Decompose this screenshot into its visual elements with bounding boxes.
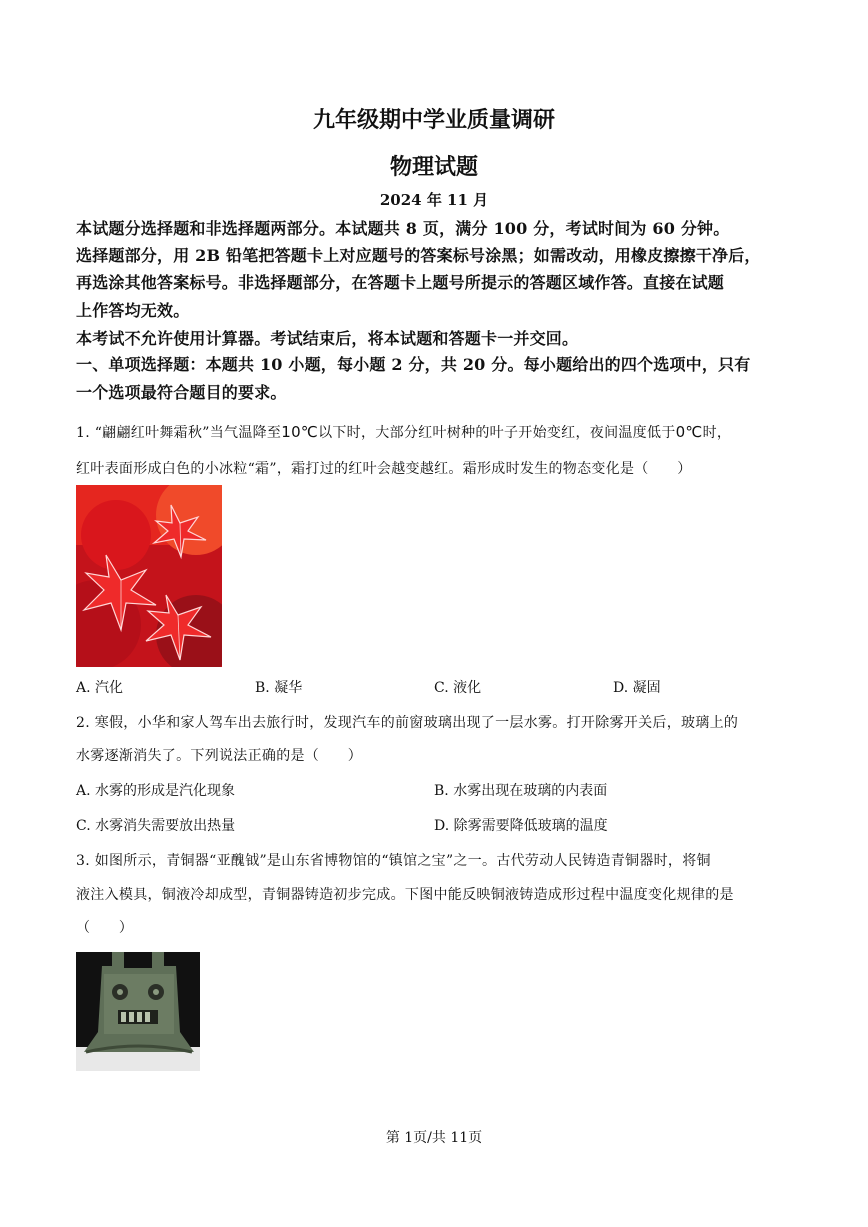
section-heading: 一、单项选择题：本题共 10 小题，每小题 2 分，共 20 分。每小题给出的四个选项中，只有 [76, 355, 751, 374]
exam-subject: 物理试题 [389, 154, 478, 180]
red-maple-leaves-image [76, 485, 222, 667]
instruction-line: 本试题分选择题和非选择题两部分。本试题共 8 页，满分 100 分，考试时间为 60 分钟。 [76, 219, 730, 238]
question-3-line-1: 3. 如图所示，青铜器“亚醜钺”是山东省博物馆的“镇馆之宝”之一。古代劳动人民铸造青铜器时，将铜 [76, 853, 711, 869]
q1-text: 时， [702, 425, 732, 441]
q1-option-a: A. 汽化 [76, 680, 124, 696]
q1-option-b: B. 凝华 [255, 680, 303, 696]
q2-option-a: A. 水雾的形成是汽化现象 [76, 783, 236, 799]
instruction-line: 选择题部分，用 2B 铅笔把答题卡上对应题号的答案标号涂黑；如需改动，用橡皮擦擦干净后， [76, 246, 761, 265]
q1-temp-10: 10℃ [281, 423, 319, 441]
question-2-line-2: 水雾逐渐消失了。下列说法正确的是（ ） [76, 748, 362, 764]
exam-date: 2024 年 11 月 [379, 191, 489, 209]
q1-temp-0: 0℃ [675, 423, 703, 441]
q1-option-c: C. 液化 [434, 680, 482, 696]
question-3-line-3: （ ） [76, 920, 134, 936]
question-3-line-2: 液注入模具，铜液冷却成型，青铜器铸造初步完成。下图中能反映铜液铸造成形过程中温度变化规律的是 [76, 887, 734, 903]
page-footer: 第 1页/共 11页 [385, 1130, 483, 1146]
question-1-line-1 [76, 422, 731, 442]
bronze-axe-image [76, 952, 200, 1071]
q2-option-d: D. 除雾需要降低玻璃的温度 [434, 818, 608, 834]
q1-text: 以下时，大部分红叶树种的叶子开始变红，夜间温度低于 [318, 425, 676, 441]
instruction-line: 再选涂其他答案标号。非选择题部分，在答题卡上题号所提示的答题区域作答。直接在试题 [76, 273, 725, 292]
q1-text: 1. “翩翩红叶舞霜秋”当气温降至 [76, 425, 282, 441]
instruction-line: 上作答均无效。 [76, 301, 190, 320]
instruction-line: 本考试不允许使用计算器。考试结束后，将本试题和答题卡一并交回。 [76, 329, 579, 348]
question-1-line-2: 红叶表面形成白色的小冰粒“霜”，霜打过的红叶会越变越红。霜形成时发生的物态变化是（ ） [76, 461, 692, 477]
q1-option-d: D. 凝固 [613, 680, 661, 696]
q2-option-c: C. 水雾消失需要放出热量 [76, 818, 236, 834]
question-2-line-1: 2. 寒假，小华和家人驾车出去旅行时，发现汽车的前窗玻璃出现了一层水雾。打开除雾开关后，玻璃上的 [76, 715, 739, 731]
section-heading-cont: 一个选项最符合题目的要求。 [76, 383, 287, 402]
q2-option-b: B. 水雾出现在玻璃的内表面 [434, 783, 608, 799]
exam-title: 九年级期中学业质量调研 [312, 107, 555, 133]
